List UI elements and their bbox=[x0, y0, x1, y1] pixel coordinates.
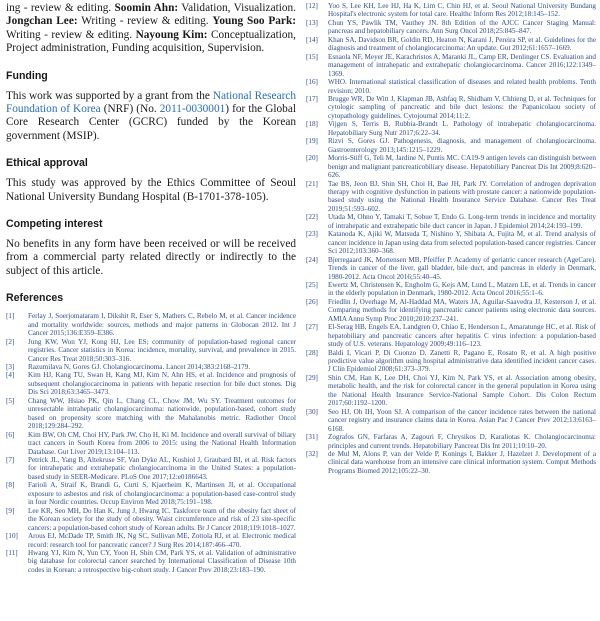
reference-number: [5] bbox=[6, 396, 15, 405]
reference-number: [15] bbox=[306, 52, 318, 61]
reference-text: Hwang YJ, Kim N, Yun CY, Yoon H, Shin CM, Park YS, et al. Validation of administrative big database for colorectal cancer searched by International Classification of Disease 10th codes in Korean: a retrospective big-cohort study. J Cancer Prev 2018;23:183–190. bbox=[28, 548, 296, 574]
reference-item[interactable] bbox=[6, 532, 296, 549]
reference-number: [14] bbox=[306, 35, 318, 44]
contributor-name: Young Soo Park: bbox=[212, 15, 296, 28]
reference-text: Chang WW, Hsiao PK, Qin L, Chang CL, Chow JM, Wu SY. Treatment outcomes for unresectable intrahepatic cholangiocarcinoma: nationwide, population-based, cohort study based on propensity score matching with the Mahalanobis metric. Radiother Oncol 2018;129:284–292. bbox=[28, 396, 296, 431]
reference-number: [17] bbox=[306, 94, 318, 103]
reference-item[interactable] bbox=[306, 154, 596, 179]
reference-item[interactable] bbox=[306, 256, 596, 281]
reference-number: [32] bbox=[306, 450, 318, 459]
funding-heading: Funding bbox=[6, 69, 48, 82]
reference-text: Ewertz M, Christensen K, Engholm G, Kejs AM, Lund L, Matzen LE, et al. Trends in cancer in the elderly population in Denmark, 1980-2012. Acta Oncol 2016;55:1–6. bbox=[328, 280, 596, 298]
reference-text: Farioli A, Straif K, Brandi G, Curti S, Kjaerheim K, Martinsen JI, et al. Occupational exposure to asbestos and risk of cholangiocarcinoma: a population-based case-control study in four Nordic countries. Occup Environ Med 2018;75:191–198. bbox=[28, 481, 296, 507]
reference-text: Baldi I, Vicari P, Di Cuonzo D, Zanetti R, Pagano E, Rosato R, et al. A high positive predictive value algorithm using hospital administrative data identified incident cancer cases. J Clin Epidemiol 2008;61:373–379. bbox=[328, 348, 596, 374]
reference-text: Chun YS, Pawlik TM, Vauthey JN. 8th Edition of the AJCC Cancer Staging Manual: pancreas and hepatobiliary cancers. Ann Surg Oncol 2018;25:845–847. bbox=[328, 18, 596, 36]
reference-number: [31] bbox=[306, 433, 318, 442]
reference-item[interactable] bbox=[306, 120, 596, 137]
reference-item[interactable] bbox=[6, 397, 296, 431]
reference-text: Utada M, Ohno Y, Tamaki T, Sobue T, Endo G. Long-term trends in incidence and mortality of intrahepatic and extrahepatic bile duct cancer in Japan. J Epidemiol 2014;24:193–199. bbox=[328, 213, 596, 230]
reference-text: Shin CM, Han K, Lee DH, Choi YJ, Kim N, Park YS, et al. Association among obesity, metabolic health, and the risk for colorectal cancer in the general population in Korea using the National Health Insurance Service-National Sample Cohort. Dis Colon Rectum 2017;60:1192–1200. bbox=[328, 373, 596, 408]
ethical-heading: Ethical approval bbox=[6, 157, 88, 170]
reference-item[interactable] bbox=[306, 281, 596, 298]
reference-text: Jung KW, Won YJ, Kong HJ, Lee ES; community of population-based regional cancer registries. Cancer statistics in Korea: incidence, mortality, survival, and prevalence in 2015. Cancer Res Treat 2018;50:303–316. bbox=[28, 337, 296, 363]
reference-text: Yoo S, Lee KH, Lee HJ, Ha K, Lim C, Chin HJ, et al. Seoul National University Bundang Hospital's electronic system for total care. Healthc Inform Res 2012;18:145–152. bbox=[328, 2, 596, 19]
nrf-link[interactable]: National Research Foundation of Korea bbox=[6, 89, 297, 116]
reference-item[interactable] bbox=[6, 371, 296, 396]
reference-text: Tae BS, Jeon BJ, Shin SH, Choi H, Bae JH, Park JY. Correlation of androgen deprivation therapy with cognitive dysfunction in patients with prostate cancer: a nationwide population-based study using the National Health Insurance Service Database. Cancer Res Treat 2019;51:593–602. bbox=[328, 179, 596, 213]
reference-item[interactable] bbox=[6, 481, 296, 506]
contributor-name: Nayoung Kim: bbox=[135, 28, 208, 41]
reference-item[interactable] bbox=[306, 374, 596, 408]
reference-number: [10] bbox=[6, 532, 18, 541]
reference-item[interactable] bbox=[6, 363, 296, 371]
reference-list-left bbox=[6, 312, 296, 574]
reference-number: [1] bbox=[6, 312, 15, 321]
reference-item[interactable] bbox=[306, 180, 596, 214]
reference-number: [16] bbox=[306, 78, 318, 87]
reference-text: Morris-Stiff G, Teli M, Jardine N, Puntis MC. CA19-9 antigen levels can distinguish between benign and malignant pancreaticobiliary disease. Hepatobiliary Pancreat Dis Int 2009;8:620–626. bbox=[328, 154, 596, 180]
reference-item[interactable] bbox=[6, 338, 296, 363]
references-heading: References bbox=[6, 292, 64, 305]
reference-text: Petrick JL, Yang B, Altekruse SF, Van Dyke AL, Koshiol J, Graubard BI, et al. Risk factors for intrahepatic and extrahepatic cholangiocarcinoma in the United States: a population-based study in SEER-Medicare. PLoS One 2017;12:e0186643. bbox=[28, 455, 296, 481]
reference-number: [13] bbox=[306, 18, 318, 27]
reference-text: El-Serag HB, Engels EA, Landgren O, Chiao E, Henderson L, Amaratunge HC, et al. Risk of hepatobiliary and pancreatic cancers after hepatitis C virus infection: a population-based study of U.S. veterans. Hepatology 2009;49:116–123. bbox=[328, 323, 596, 349]
reference-item[interactable] bbox=[306, 19, 596, 36]
reference-number: [9] bbox=[6, 506, 15, 515]
reference-number: [6] bbox=[6, 430, 15, 439]
competing-text: No benefits in any form have been received or will be received from a commercial party related directly or indirectly to the subject of this article. bbox=[6, 238, 296, 277]
reference-number: [24] bbox=[306, 255, 318, 264]
reference-number: [7] bbox=[6, 455, 15, 464]
reference-number: [8] bbox=[6, 481, 15, 490]
reference-number: [11] bbox=[6, 548, 18, 557]
reference-number: [25] bbox=[306, 280, 318, 289]
ethical-text: This study was approved by the Ethics Committee of Seoul National University Bundang Hospital (B-1701-378-105). bbox=[6, 177, 296, 203]
reference-item[interactable] bbox=[306, 53, 596, 78]
reference-item[interactable] bbox=[306, 433, 596, 450]
reference-text: Razumilava N, Gores GJ. Cholangiocarcinoma. Lancet 2014;383:2168–2179. bbox=[28, 363, 251, 371]
reference-text: Kim HJ, Kang TU, Swan H, Kang MJ, Kim N, Ahn HS, et al. Incidence and prognosis of subsequent cholangiocarcinoma in patients with hepatic resection for bile duct stones. Dig Dis Sci 2018;63:3465–3473. bbox=[28, 371, 296, 397]
reference-text: Katanoda K, Ajiki W, Matsuda T, Nishino Y, Shibata A, Fujita M, et al. Trend analysis of cancer incidence in Japan using data from selected population-based cancer registries. Cancer Sci 2012;103:360–368. bbox=[328, 230, 596, 256]
reference-item[interactable] bbox=[306, 408, 596, 433]
reference-text: Arous EJ, McDade TP, Smith JK, Ng SC, Sullivan ME, Zottola RJ, et al. Electronic medical record: research tool for pancreatic cancer? J Surg Res 2014;187:466–470. bbox=[28, 532, 296, 549]
reference-number: [2] bbox=[6, 337, 15, 346]
reference-item[interactable] bbox=[306, 298, 596, 323]
reference-item[interactable] bbox=[306, 349, 596, 374]
reference-text: Ferlay J, Soerjomataram I, Dikshit R, Eser S, Mathers C, Rebelo M, et al. Cancer incidence and mortality worldwide: sources, methods and major patterns in Globocan 2012. Int J Cancer 2015;136:E359–E386. bbox=[28, 312, 296, 338]
reference-text: Kim BW, Oh CM, Choi HY, Park JW, Cho H, Ki M. Incidence and overall survival of biliary tract cancers in South Korea from 2006 to 2015: using the National Health Information Database. Gut Liver 2019;13:104–113. bbox=[28, 430, 296, 456]
reference-number: [27] bbox=[306, 323, 318, 332]
reference-number: [30] bbox=[306, 407, 318, 416]
reference-number: [12] bbox=[306, 2, 318, 10]
author-contributions: ing - review & editing. Soomin Ahn: Validation, Visualization. Jongchan Lee: Writing - review & editing. Young Soo Park: Writing - review & editing. Nayoung Kim: Conceptualization, Project administration, Funding acquisition, Supervision. bbox=[6, 2, 296, 55]
reference-number: [20] bbox=[306, 154, 318, 163]
reference-item[interactable] bbox=[6, 549, 296, 574]
reference-item[interactable] bbox=[306, 2, 596, 19]
funding-text: This work was supported by a grant from the National Research Foundation of Korea (NRF) (No. 2011-0030001) for the Global Core Research Center (GCRC) funded by the Korean government (MSIP). bbox=[6, 89, 297, 142]
reference-text: Esnaola NF, Meyer JE, Karachristos A, Maranki JL, Camp ER, Denlinger CS. Evaluation and management of intrahepatic and extrahepatic cholangiocarcinoma. Cancer 2016;122:1349–1369. bbox=[328, 52, 596, 78]
reference-text: Khan SA, Davidson BR, Goldin RD, Heaton N, Karani J, Pereira SP, et al. Guidelines for the diagnosis and treatment of cholangiocarcinoma: An update. Gut 2012;61:1657–1669. bbox=[328, 35, 596, 53]
reference-number: [3] bbox=[6, 363, 15, 371]
reference-item[interactable] bbox=[306, 323, 596, 348]
reference-item[interactable] bbox=[306, 95, 596, 120]
reference-item[interactable] bbox=[6, 507, 296, 532]
reference-item[interactable] bbox=[306, 213, 596, 230]
reference-text: Vijgen S, Terris B, Rubbia-Brandt L. Pathology of intrahepatic cholangiocarcinoma. Hepatobiliary Surg Nutr 2017;6:22–34. bbox=[328, 120, 596, 137]
reference-text: de Mul M, Alons P, van der Velde P, Konings I, Bakker J, Hazelzet J. Development of a clinical data warehouse from an intensive care clinical information system. Comput Methods Programs Biomed 2012;105:22–30. bbox=[328, 450, 596, 475]
reference-number: [23] bbox=[306, 230, 318, 239]
reference-number: [4] bbox=[6, 371, 15, 380]
reference-item[interactable] bbox=[306, 137, 596, 154]
reference-item[interactable] bbox=[6, 456, 296, 481]
left-column bbox=[6, 2, 296, 574]
reference-item[interactable] bbox=[306, 230, 596, 255]
reference-item[interactable] bbox=[306, 36, 596, 53]
reference-item[interactable] bbox=[6, 431, 296, 456]
reference-item[interactable] bbox=[306, 450, 596, 475]
right-column bbox=[306, 2, 596, 475]
reference-text: Lee KR, Seo MH, Do Han K, Jung J, Hwang IC. Taskforce team of the obesity fact sheet of the Korean society for the study of obesity. Waist circumference and risk of 23 site-specific cancers: a population-based cohort study of Korean adults. Br J Cancer 2018;119:1018–1027. bbox=[28, 506, 296, 532]
reference-text: Brugge WR, De Witt J, Klapman JB, Ashfaq R, Shidham V, Chhieng D, et al. Techniques for cytologic sampling of pancreatic and bile duct lesions: the Papanicolaou society of cytopathology guidelines. Cytojournal 2014;11:2. bbox=[328, 94, 596, 120]
reference-number: [28] bbox=[306, 348, 318, 357]
contributor-name: Soomin Ahn: bbox=[114, 2, 179, 14]
contributor-name: Jongchan Lee: bbox=[6, 15, 78, 28]
competing-heading: Competing interest bbox=[6, 218, 103, 231]
reference-text: Rizvi S, Gores GJ. Pathogenesis, diagnosis, and management of cholangiocarcinoma. Gastroenterology 2013;145:1215–1229. bbox=[328, 137, 596, 154]
reference-text: Friedlin J, Overhage M, Al-Haddad MA, Waters JA, Aguilar-Saavedra JJ, Kesterson J, et al. Comparing methods for identifying pancreatic cancer patients using electronic data sources. AMIA Annu Symp Proc 2010;2010:237–241. bbox=[328, 297, 596, 323]
reference-number: [21] bbox=[306, 179, 318, 188]
reference-item[interactable] bbox=[306, 78, 596, 95]
reference-item[interactable] bbox=[6, 312, 296, 337]
reference-number: [26] bbox=[306, 297, 318, 306]
reference-text: Zografos GN, Farfaras A, Zagouri F, Chrysikos D, Karaliotas K. Cholangiocarcinoma: principles and current trends. Hepatobiliary Pancreat Dis Int 2011;10:10–20. bbox=[328, 433, 596, 450]
reference-text: Bjerregaard JK, Mortensen MB, Pfeiffer P. Academy of geriatric cancer research (AgeCare). Trends in cancer of the liver, gall bladder, bile duct, and pancreas in elderly in Denmark, 1980-2012. Acta Oncol 2016;55:40–45. bbox=[328, 255, 596, 281]
reference-text: Seo HJ, Oh IH, Yoon SJ. A comparison of the cancer incidence rates between the national cancer registry and insurance claims data in Korea. Asian Pac J Cancer Prev 2012;13:6163–6168. bbox=[328, 407, 596, 433]
reference-text: WHO. International statistical classification of diseases and related health problems. Tenth revision; 2010. bbox=[328, 78, 596, 95]
reference-number: [22] bbox=[306, 213, 318, 222]
reference-number: [29] bbox=[306, 373, 318, 382]
grant-number-link[interactable]: 2011-0030001 bbox=[159, 103, 226, 116]
reference-number: [18] bbox=[306, 120, 318, 129]
reference-list-right bbox=[306, 2, 596, 475]
reference-number: [19] bbox=[306, 137, 318, 146]
